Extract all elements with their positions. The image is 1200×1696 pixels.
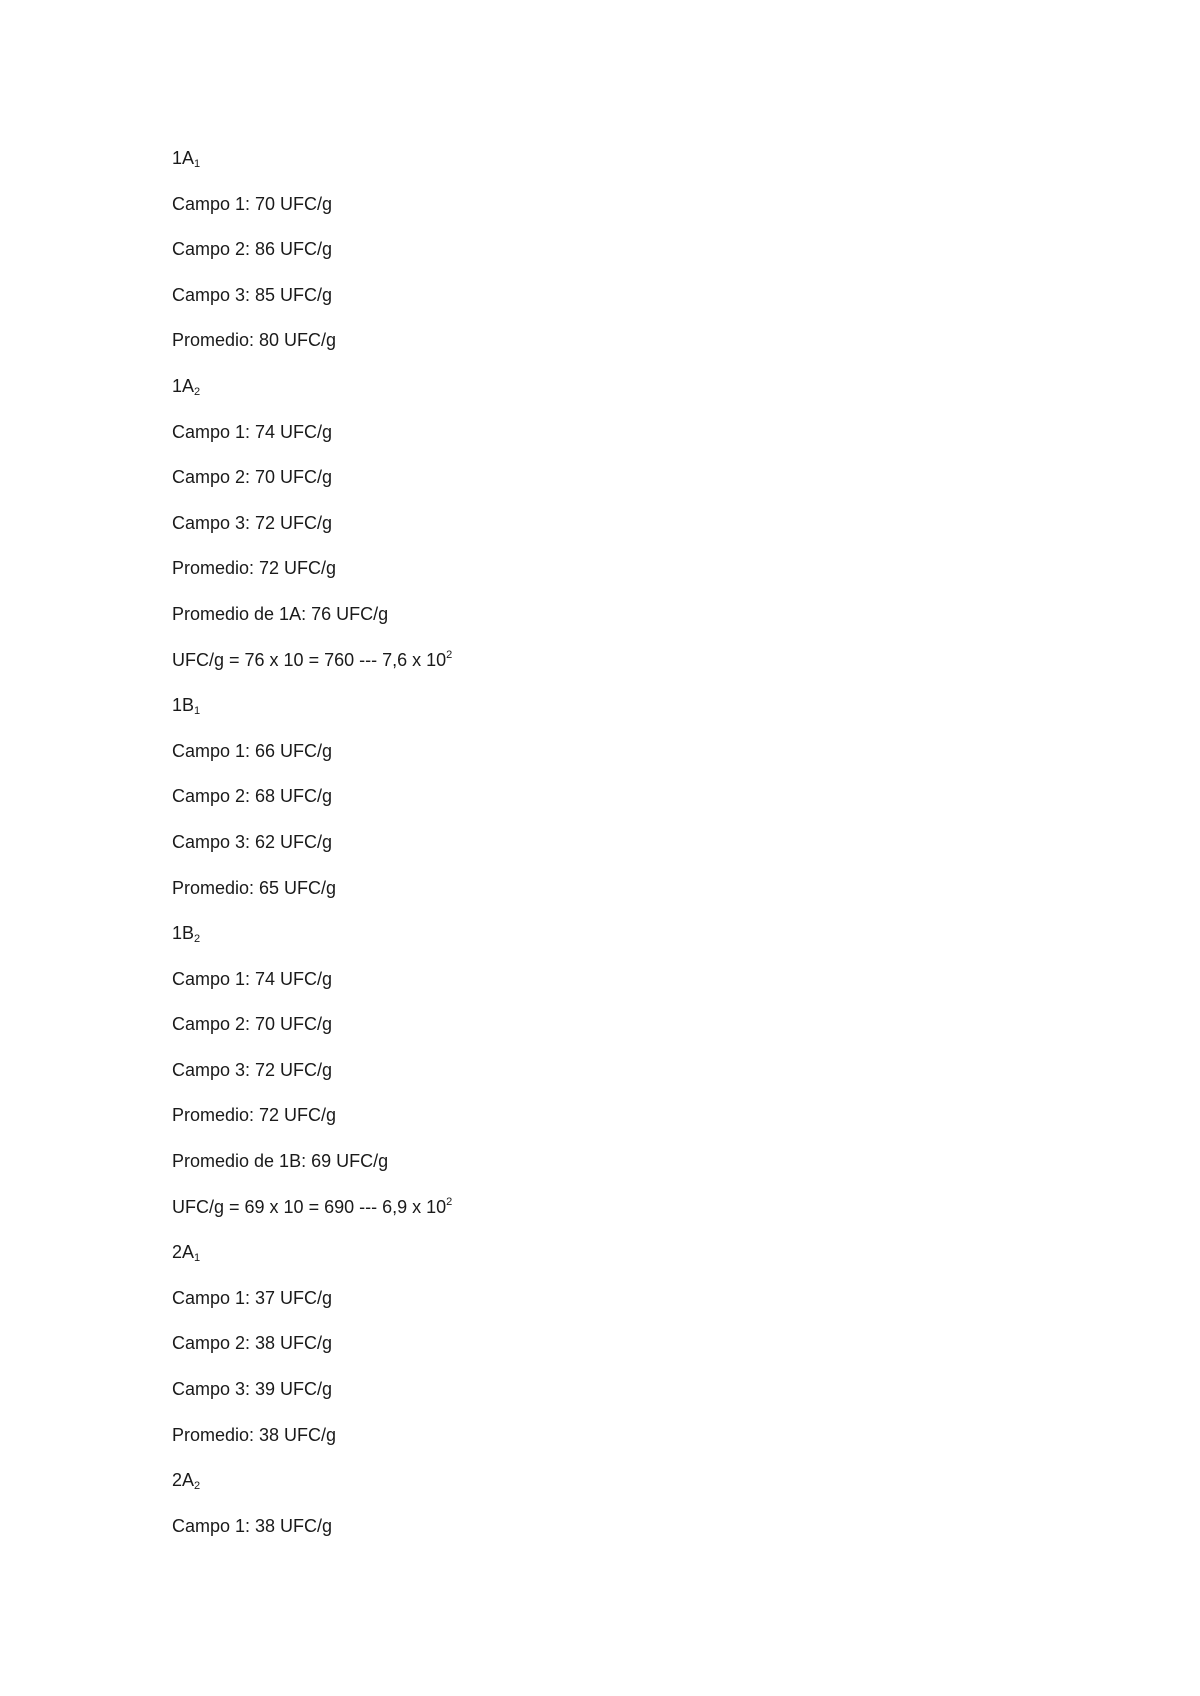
sample-code: 1B bbox=[172, 923, 195, 944]
sample-heading bbox=[172, 1240, 1072, 1286]
sample-heading bbox=[172, 374, 1072, 420]
measurement-line: Campo 1: 74 UFC/g bbox=[172, 421, 333, 442]
measurement-line: Promedio: 80 UFC/g bbox=[172, 330, 337, 351]
measurement-line: Promedio: 65 UFC/g bbox=[172, 877, 337, 898]
measurement-line: Campo 1: 38 UFC/g bbox=[172, 1515, 333, 1536]
sample-heading bbox=[172, 693, 1072, 739]
measurement-line: Campo 1: 37 UFC/g bbox=[172, 1287, 333, 1308]
sample-subscript: 2 bbox=[194, 933, 201, 946]
measurement-line: Campo 2: 70 UFC/g bbox=[172, 1014, 333, 1035]
sample-heading bbox=[172, 921, 1072, 967]
measurement-line: Promedio: 72 UFC/g bbox=[172, 1105, 337, 1126]
measurement-line: Promedio: 38 UFC/g bbox=[172, 1424, 337, 1445]
sample-heading bbox=[172, 1468, 1072, 1514]
sample-subscript: 1 bbox=[194, 705, 201, 718]
sample-subscript: 1 bbox=[194, 158, 201, 170]
measurement-line: Campo 2: 86 UFC/g bbox=[172, 239, 333, 260]
sample-code: 1A bbox=[172, 375, 195, 396]
measurement-line: Promedio de 1A: 76 UFC/g bbox=[172, 603, 389, 624]
sample-subscript: 1 bbox=[194, 1252, 201, 1265]
sample-subscript: 2 bbox=[194, 1480, 201, 1493]
formula-text: UFC/g = 69 x 10 = 690 --- 6,9 x 10 bbox=[172, 1196, 447, 1217]
ufc-formula-line bbox=[172, 1195, 1072, 1241]
measurement-line: Campo 3: 85 UFC/g bbox=[172, 284, 333, 305]
measurement-line: Campo 3: 62 UFC/g bbox=[172, 831, 333, 852]
sample-heading bbox=[172, 146, 1072, 192]
measurement-line: Promedio: 72 UFC/g bbox=[172, 558, 337, 579]
sample-code: 2A bbox=[172, 1242, 195, 1263]
measurement-line: Campo 3: 72 UFC/g bbox=[172, 1059, 333, 1080]
measurement-line: Campo 1: 66 UFC/g bbox=[172, 740, 333, 761]
sample-code: 1A bbox=[172, 148, 195, 168]
formula-text: UFC/g = 76 x 10 = 760 --- 7,6 x 10 bbox=[172, 649, 447, 670]
sample-code: 1B bbox=[172, 695, 195, 716]
measurement-line: Campo 3: 39 UFC/g bbox=[172, 1379, 333, 1400]
measurement-line: Campo 1: 74 UFC/g bbox=[172, 968, 333, 989]
document-body bbox=[172, 146, 1072, 1559]
measurement-line: Promedio de 1B: 69 UFC/g bbox=[172, 1151, 389, 1172]
sample-code: 2A bbox=[172, 1470, 195, 1491]
exponent: 2 bbox=[446, 648, 453, 661]
exponent: 2 bbox=[446, 1195, 453, 1208]
measurement-line: Campo 1: 70 UFC/g bbox=[172, 193, 333, 214]
measurement-line: Campo 2: 70 UFC/g bbox=[172, 467, 333, 488]
measurement-line: Campo 2: 38 UFC/g bbox=[172, 1333, 333, 1354]
measurement-line: Campo 2: 68 UFC/g bbox=[172, 786, 333, 807]
ufc-formula-line bbox=[172, 648, 1072, 694]
sample-subscript: 2 bbox=[194, 385, 201, 398]
measurement-line: Campo 3: 72 UFC/g bbox=[172, 512, 333, 533]
